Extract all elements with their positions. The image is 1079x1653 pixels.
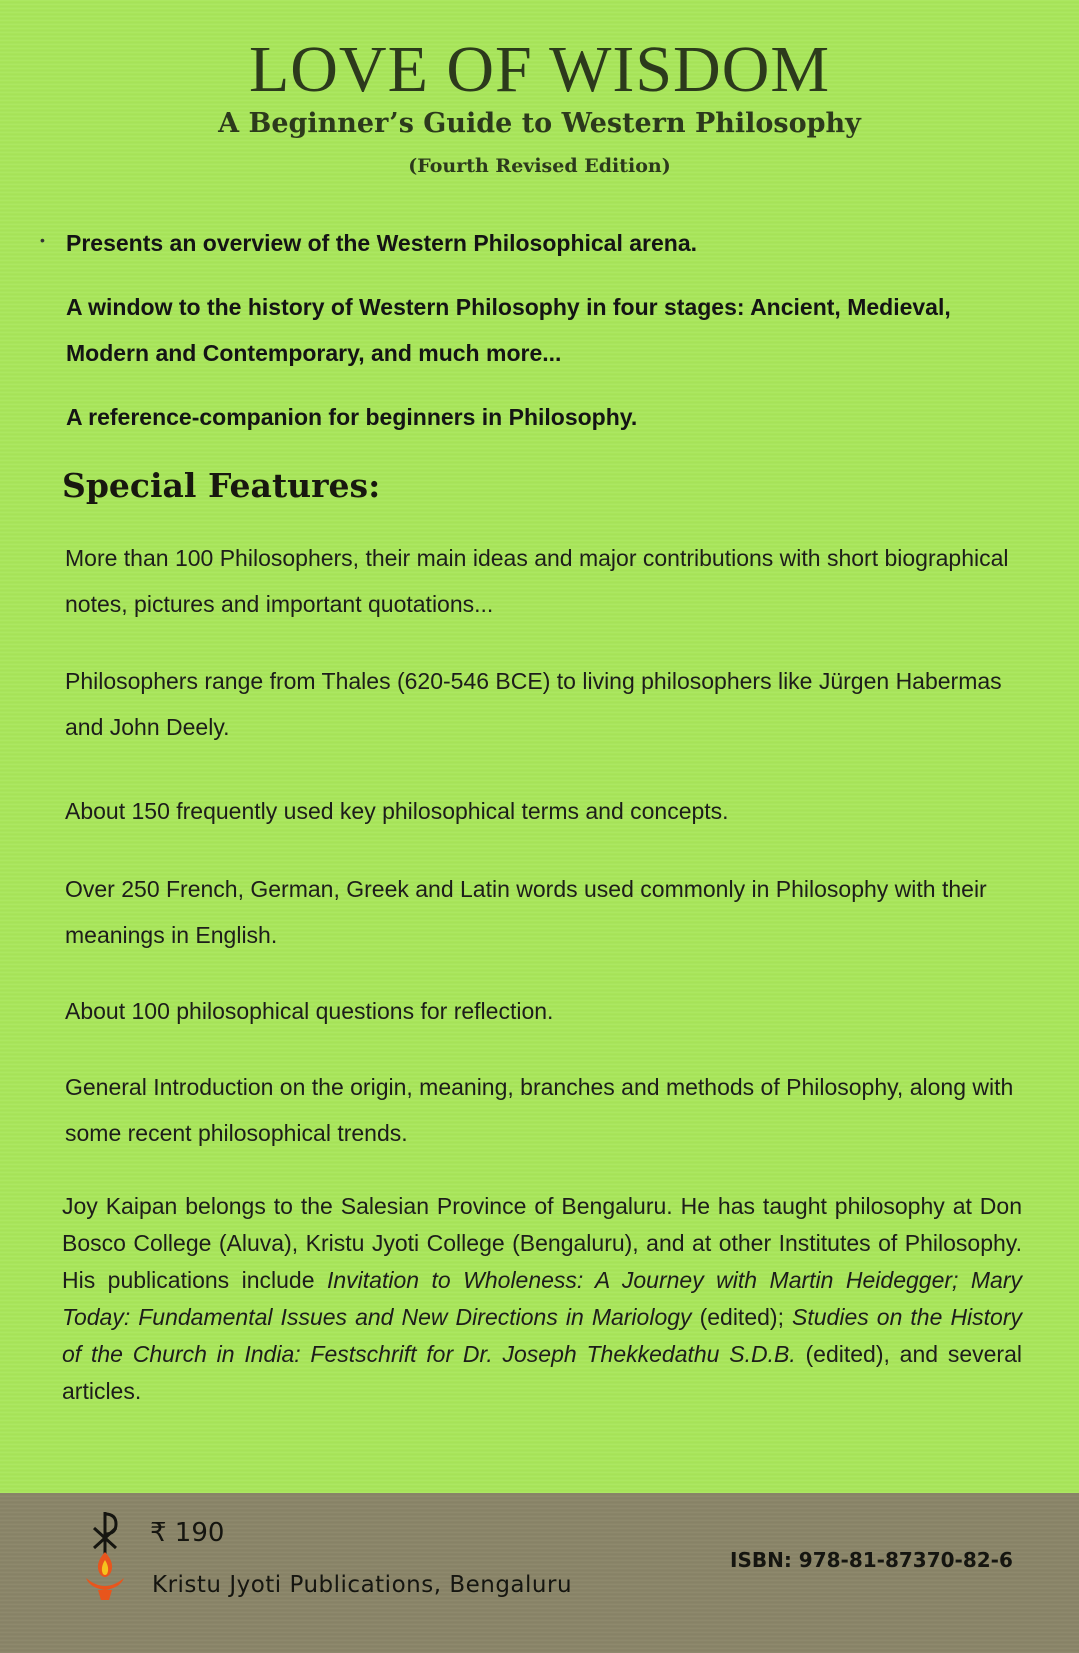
edition-label: (Fourth Revised Edition) <box>408 155 671 177</box>
bio-book-titles: Invitation to Wholeness: A Journey with Martin Heidegger; Mary Today: Fundamental Issues and New Directions in Mariology <box>62 1267 1023 1330</box>
feature-item: General Introduction on the origin, meaning, branches and methods of Philosophy, along with some recent philosophical trends. <box>65 1074 1014 1146</box>
bio-book-title: Studies on the History of the Church in India: Festschrift for Dr. Joseph Thekkedathu S.D.B. <box>62 1304 1022 1367</box>
author-bio <box>62 1188 1022 1410</box>
isbn-label: ISBN: 978-81-87370-82-6 <box>730 1548 1013 1572</box>
bio-text: Joy Kaipan belongs to the Salesian Province of Bengaluru. He has taught philosophy at Don Bosco College (Aluva), Kristu Jyoti College (Bengaluru), and at other Institutes of Philosophy. His publications include <box>62 1193 1022 1293</box>
feature-item: Over 250 French, German, Greek and Latin words used commonly in Philosophy with their meanings in English. <box>65 876 987 948</box>
overview-line-2: A window to the history of Western Philosophy in four stages: Ancient, Medieval, Modern and Contemporary, and much more... <box>66 294 951 366</box>
book-title: LOVE OF WISDOM <box>248 33 831 106</box>
bio-text: (edited); <box>691 1304 793 1330</box>
publisher-name: Kristu Jyoti Publications, Bengaluru <box>152 1572 573 1598</box>
features-heading: Special Features: <box>62 466 381 505</box>
book-subtitle: A Beginner’s Guide to Western Philosophy <box>218 108 861 139</box>
bio-text: (edited), and several articles. <box>62 1341 1022 1404</box>
publisher-logo-icon <box>80 1508 130 1608</box>
price-label: ₹ 190 <box>150 1518 225 1548</box>
overview-line-3: A reference-companion for beginners in Philosophy. <box>66 404 638 430</box>
feature-item: About 150 frequently used key philosophical terms and concepts. <box>65 798 729 824</box>
overview-line-1: Presents an overview of the Western Philosophical arena. <box>66 230 698 256</box>
feature-item: Philosophers range from Thales (620-546 BCE) to living philosophers like Jürgen Habermas and John Deely. <box>65 668 1002 740</box>
bullet-mark: • <box>40 232 45 248</box>
feature-item: About 100 philosophical questions for reflection. <box>65 998 554 1024</box>
feature-item: More than 100 Philosophers, their main ideas and major contributions with short biographical notes, pictures and important quotations... <box>65 545 1009 617</box>
